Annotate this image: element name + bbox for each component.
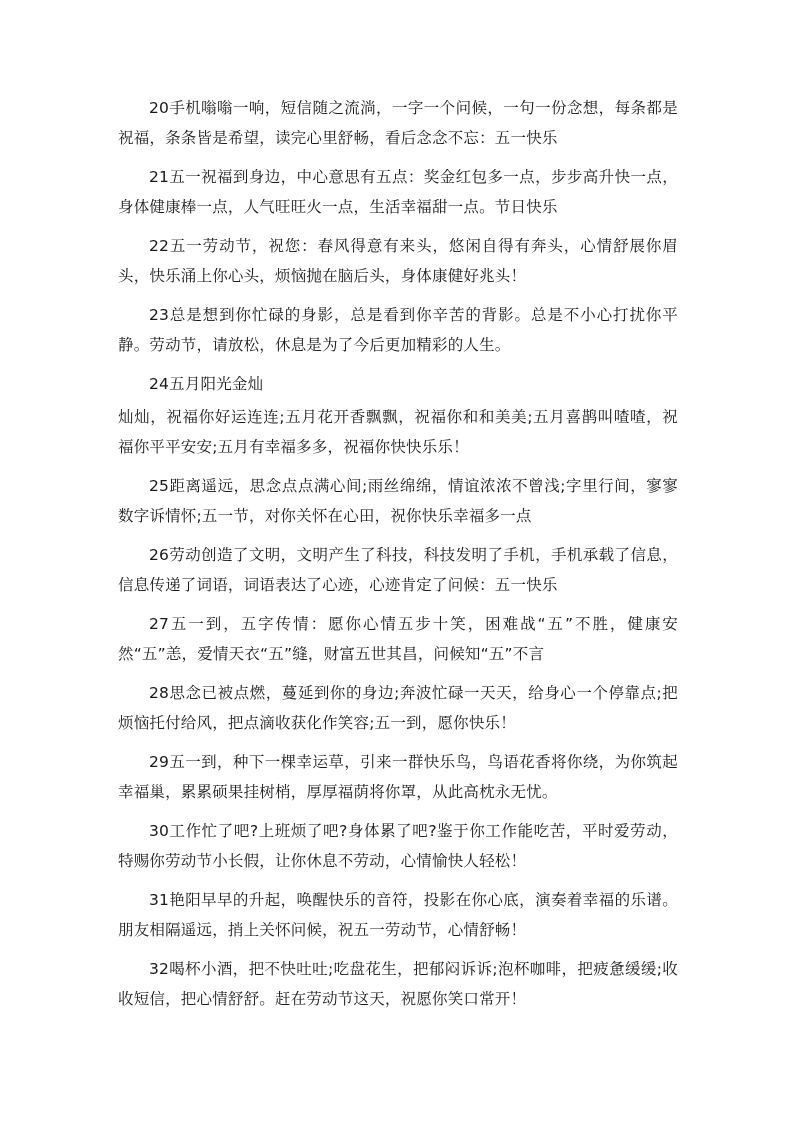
paragraph-21: 21五一祝福到身边，中心意思有五点：奖金红包多一点，步步高升快一点，身体健康棒一点，人气旺旺火一点，生活幸福甜一点。节日快乐: [118, 168, 678, 216]
paragraph-31: 31艳阳早早的升起，唤醒快乐的音符，投影在你心底，演奏着幸福的乐谱。朋友相隔遥远，捎上关怀问候，祝五一劳动节，心情舒畅！: [118, 891, 678, 939]
document-body: [118, 93, 678, 1023]
paragraph-24-body: 灿灿，祝福你好运连连;五月花开香飘飘，祝福你和和美美;五月喜鹊叫喳喳，祝福你平平安安;五月有幸福多多，祝福你快快乐乐！: [118, 408, 678, 456]
paragraph-27: 27五一到，五字传情：愿你心情五步十笑，困难战“五”不胜，健康安然“五”恙，爱情天衣“五”缝，财富五世其昌，问候知“五”不言: [118, 615, 678, 663]
paragraph-32: 32喝杯小酒，把不快吐吐;吃盘花生，把郁闷诉诉;泡杯咖啡，把疲惫缓缓;收收短信，把心情舒舒。赶在劳动节这天，祝愿你笑口常开！: [118, 960, 678, 1008]
paragraph-28: 28思念已被点燃，蔓延到你的身边;奔波忙碌一天天，给身心一个停靠点;把烦恼托付给风，把点滴收获化作笑容;五一到，愿你快乐！: [118, 684, 678, 732]
paragraph-23: 23总是想到你忙碌的身影，总是看到你辛苦的背影。总是不小心打扰你平静。劳动节，请放松，休息是为了今后更加精彩的人生。: [118, 306, 678, 354]
paragraph-20: 20手机嗡嗡一响，短信随之流淌，一字一个问候，一句一份念想，每条都是祝福，条条皆是希望，读完心里舒畅，看后念念不忘：五一快乐: [118, 99, 678, 147]
paragraph-29: 29五一到，种下一棵幸运草，引来一群快乐鸟，鸟语花香将你绕，为你筑起幸福巢，累累硕果挂树梢，厚厚福荫将你罩，从此高枕永无忧。: [118, 753, 678, 801]
paragraph-30: 30工作忙了吧?上班烦了吧?身体累了吧?鉴于你工作能吃苦，平时爱劳动，特赐你劳动节小长假，让你休息不劳动，心情愉快人轻松！: [118, 822, 678, 870]
paragraph-24-heading: 24五月阳光金灿: [149, 375, 264, 393]
paragraph-22: 22五一劳动节，祝您：春风得意有来头，悠闲自得有奔头，心情舒展你眉头，快乐涌上你心头，烦恼抛在脑后头，身体康健好兆头！: [118, 237, 678, 285]
paragraph-26: 26劳动创造了文明，文明产生了科技，科技发明了手机，手机承载了信息，信息传递了词语，词语表达了心迹，心迹肯定了问候：五一快乐: [118, 546, 678, 594]
paragraph-25: 25距离遥远，思念点点满心间;雨丝绵绵，情谊浓浓不曾浅;字里行间，寥寥数字诉情怀;五一节，对你关怀在心田，祝你快乐幸福多一点: [118, 477, 678, 525]
